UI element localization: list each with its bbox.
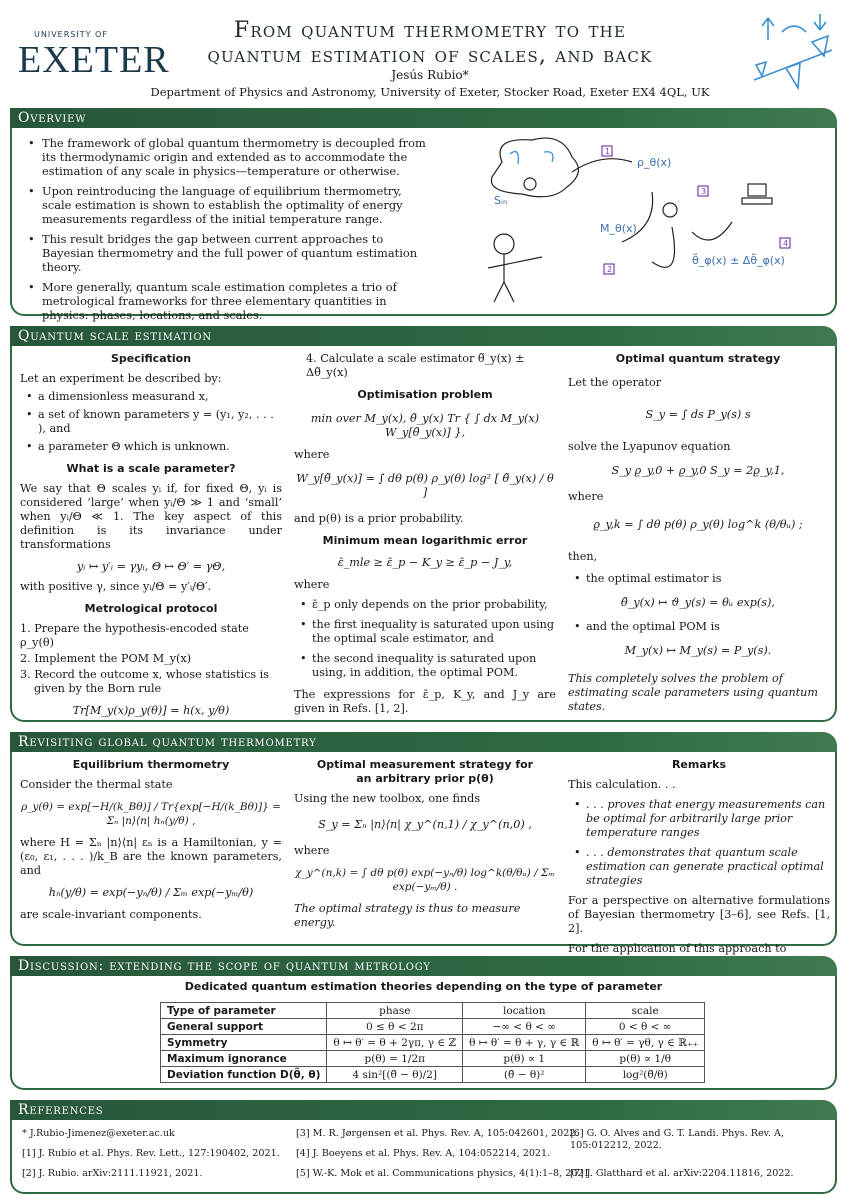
qse-col-strategy: [568, 352, 828, 714]
table-cell: θ ↦ θ′ = γθ, γ ∈ ℝ₊₊: [586, 1035, 705, 1051]
mmle-equation: ε̄_mle ≥ ε̄_p − K_y ≥ ε̄_p − J_y,: [337, 556, 513, 569]
remarks-intro: This calculation. . .: [568, 778, 676, 791]
scale-text: We say that Θ scales yᵢ if, for fixed Θ, yᵢ is considered ‘large’ when yᵢ/Θ ≫ 1 and ‘small’ when yᵢ/Θ ≪ 1. The key aspect of this definition is its invariance under transformations: [20, 482, 282, 551]
author: Jesús Rubio*: [391, 68, 469, 82]
table-header-row: [161, 1003, 705, 1019]
person-icon: [494, 234, 514, 254]
qse-heading: Quantum scale estimation: [10, 326, 837, 346]
oqs-title: Optimal quantum strategy: [615, 352, 781, 365]
remarks-title: Remarks: [671, 758, 727, 771]
protocol-step: 1. Prepare the hypothesis-encoded state ρ_y(θ): [20, 622, 249, 649]
remarks-perspective: For a perspective on alternative formulations of Bayesian thermometry [3–6], see Refs. [1, 2].: [568, 894, 830, 935]
h-equation: hₙ(y/θ) = exp(−yₙ/θ) / Σₘ exp(−yₘ/θ): [48, 886, 254, 899]
sketch-step-3: 3: [701, 187, 707, 196]
oqs-eq-1: S_y = ∫ ds P_y(s) s: [645, 408, 751, 421]
sketch-label-estimator: θ̃_φ(x) ± Δθ̃_φ(x): [692, 254, 785, 267]
rgqt-col-oms: [294, 758, 556, 930]
remarks-bullet: • . . . proves that energy measurements can be optimal for arbitrarily large prior temperature ranges: [568, 798, 830, 840]
overview-section: [10, 128, 837, 322]
table-header: scale: [586, 1003, 705, 1019]
title-line-2: quantum estimation of scales, and back: [207, 43, 653, 68]
affiliation: Department of Physics and Astronomy, University of Exeter, Stocker Road, Exeter EX4 4QL, UK: [150, 85, 710, 99]
oqs-final: This completely solves the problem of estimating scale parameters using quantum states.: [568, 672, 818, 713]
step-4: 4. Calculate a scale estimator θ̃_y(x) ± Δθ̃_y(x): [306, 352, 525, 379]
oqs-eq-2: S_y ϱ_y,0 + ϱ_y,0 S_y = 2ϱ_y,1,: [611, 464, 785, 477]
spec-bullet: • a dimensionless measurand x,: [20, 390, 282, 404]
sketch-step-4: 4: [783, 239, 789, 248]
protocol-step: 3. Record the outcome x, whose statistics is given by the Born rule: [20, 668, 269, 695]
eq-where: where H = Σₙ |n⟩⟨n| εₙ is a Hamiltonian, y = (ε₀, ε₁, . . . )/k_B are the known parameters, and: [20, 836, 282, 877]
sketch-label-sin: Sᵢₙ: [494, 194, 508, 207]
table-cell: 4 sin²[(θ̃ − θ)/2]: [327, 1067, 463, 1083]
scale-after: with positive γ, since yᵢ/Θ = y′ᵢ/Θ′.: [20, 580, 212, 593]
oms-where: where: [294, 844, 330, 857]
oms-eq-2: χ_y^(n,k) = ∫ dθ p(θ) exp(−yₙ/θ) log^k(θ/θᵤ) / Σₘ exp(−yₘ/θ) .: [295, 867, 555, 893]
table-cell: Deviation function D(θ̃, θ): [161, 1067, 327, 1083]
table-header: phase: [327, 1003, 463, 1019]
overview-bullet: • This result bridges the gap between current approaches to Bayesian thermometry and the full power of quantum estimation theory.: [20, 232, 430, 274]
table-cell: p(θ) ∝ 1: [463, 1051, 586, 1067]
oqs-intro: Let the operator: [568, 376, 662, 389]
born-rule-equation: Tr[M_y(x)ρ_y(θ)] = h(x, y/θ): [72, 704, 230, 717]
table-cell: General support: [161, 1019, 327, 1035]
table-cell: p(θ) ∝ 1/θ: [586, 1051, 705, 1067]
reference-item: [5] W.-K. Mok et al. Communications physics, 4(1):1–8, 2021.: [296, 1168, 593, 1179]
overview-bullet: • More generally, quantum scale estimation completes a trio of metrological frameworks for three elementary quantities in physics: phases, locations, and scales.: [20, 280, 430, 322]
qse-section: [10, 346, 837, 722]
mmle-bullet: • ε̄_p only depends on the prior probability,: [294, 598, 556, 612]
qse-col-spec: [20, 352, 282, 718]
oms-title-1: Optimal measurement strategy for: [316, 758, 534, 771]
overview-bullet: • The framework of global quantum thermometry is decoupled from its thermodynamic origin and extended as to accommodate the estimation of any scale in physics—temperature or otherwise.: [20, 136, 430, 178]
university-logo: EXETER: [18, 39, 170, 81]
then-text: then,: [568, 550, 598, 563]
table-cell: −∞ < θ < ∞: [463, 1019, 586, 1035]
w-equation: W_y[θ̃_y(x)] = ∫ dθ p(θ) ρ_y(θ) log² [ θ̃_y(x) / θ ]: [296, 472, 554, 499]
reference-item: [1] J. Rubio et al. Phys. Rev. Lett., 127:190402, 2021.: [22, 1148, 280, 1159]
reference-item: [4] J. Boeyens et al. Phys. Rev. A, 104:052214, 2021.: [296, 1148, 551, 1159]
scale-title: What is a scale parameter?: [66, 462, 236, 475]
opt-title: Optimisation problem: [357, 388, 493, 401]
reference-item: [2] J. Rubio. arXiv:2111.11921, 2021.: [22, 1168, 203, 1179]
references-section: [10, 1120, 837, 1194]
table-cell: (θ̃ − θ)²: [463, 1067, 586, 1083]
spec-bullet: • a parameter Θ which is unknown.: [20, 440, 282, 454]
oqs-bullet: • the optimal estimator is: [568, 572, 828, 586]
sketch-label-pom: M_θ(x): [600, 222, 637, 235]
table-row: [161, 1035, 705, 1051]
oms-eq-1: S_y = Σₙ |n⟩⟨n| χ_y^(n,1) / χ_y^(n,0) ,: [318, 818, 532, 831]
eq-title: Equilibrium thermometry: [72, 758, 230, 771]
protocol-title: Metrological protocol: [84, 602, 218, 615]
rgqt-section: [10, 752, 837, 955]
arrow-icon: [572, 159, 632, 172]
where-3: where: [568, 490, 604, 503]
table-cell: Maximum ignorance: [161, 1051, 327, 1067]
scale-equation: yᵢ ↦ y′ᵢ = γyᵢ, Θ ↦ Θ′ = γΘ,: [76, 560, 226, 573]
protocol-step: 2. Implement the POM M_y(x): [20, 652, 192, 665]
sketch-step-1: 1: [605, 147, 611, 156]
qse-col-opt: [294, 352, 556, 716]
remarks-bullet: • . . . demonstrates that quantum scale estimation can generate practical optimal strategies: [568, 846, 830, 888]
table-cell: 0 < θ < ∞: [586, 1019, 705, 1035]
oqs-eq-5: M_y(x) ↦ M_y(s) = P_y(s).: [624, 644, 772, 657]
workflow-sketch: [452, 132, 822, 308]
oqs-eq-3: ϱ_y,k = ∫ dθ p(θ) ρ_y(θ) log^k (θ/θᵤ) ;: [593, 518, 803, 531]
table-row: [161, 1067, 705, 1083]
table-row: [161, 1051, 705, 1067]
oms-final: The optimal strategy is thus to measure energy.: [294, 902, 521, 929]
table-header: Type of parameter: [161, 1003, 327, 1019]
rgqt-col-eq: [20, 758, 282, 922]
seesaw-sketch-icon: [748, 10, 838, 100]
table-cell: 0 ≤ θ < 2π: [327, 1019, 463, 1035]
oqs-solve: solve the Lyapunov equation: [568, 440, 731, 453]
rgqt-col-remarks: [568, 758, 830, 984]
reference-item: [6] G. O. Alves and G. T. Landi. Phys. Rev. A, 105:012212, 2022.: [570, 1128, 785, 1151]
table-row: [161, 1019, 705, 1035]
remarks-app-a: For the application of this approach to: [568, 942, 787, 955]
sketch-label-rho: ρ_θ(x): [637, 156, 672, 169]
overview-bullets: [20, 136, 430, 322]
eq-intro: Consider the thermal state: [20, 778, 173, 791]
oqs-eq-4: θ̃_y(x) ↦ ϑ_y(s) = θᵤ exp(s),: [621, 596, 775, 609]
table-cell: Symmetry: [161, 1035, 327, 1051]
references-heading: References: [10, 1100, 837, 1120]
sketch-step-2: 2: [607, 265, 613, 274]
title-line-1: From quantum thermometry to the: [233, 18, 627, 43]
oms-intro: Using the new toolbox, one finds: [294, 792, 481, 805]
where-2: where: [294, 578, 330, 591]
logo-university-of: UNIVERSITY OF: [34, 30, 108, 39]
thermal-state-equation: ρ_y(θ) = exp[−H/(k_Bθ)] / Tr{exp[−H/(k_Bθ)]} = Σₙ |n⟩⟨n| hₙ(y/θ) ,: [21, 801, 281, 827]
reference-item: [7] J. Glatthard et al. arXiv:2204.11816, 2022.: [570, 1168, 794, 1179]
rgqt-heading: Revisiting global quantum thermometry: [10, 732, 837, 752]
where-1: where: [294, 448, 330, 461]
mmle-bullet: • the first inequality is saturated upon using the optimal scale estimator, and: [294, 618, 556, 646]
mmle-title: Minimum mean logarithmic error: [322, 534, 528, 547]
table-header: location: [463, 1003, 586, 1019]
discussion-heading: Discussion: extending the scope of quantum metrology: [10, 956, 837, 976]
eq-after: are scale-invariant components.: [20, 908, 202, 921]
spec-intro: Let an experiment be described by:: [20, 372, 222, 385]
theories-table: [160, 1002, 705, 1083]
contact-email[interactable]: * J.Rubio-Jimenez@exeter.ac.uk: [22, 1128, 175, 1139]
spec-title: Specification: [110, 352, 192, 365]
poster-title: [150, 18, 710, 68]
spec-bullet: • a set of known parameters y = (y₁, y₂, . . . ), and: [20, 408, 282, 436]
table-cell: log²(θ̃/θ): [586, 1067, 705, 1083]
oms-title-2: an arbitrary prior p(θ): [356, 772, 494, 785]
discussion-subtitle: Dedicated quantum estimation theories depending on the type of parameter: [184, 980, 663, 993]
table-cell: θ ↦ θ′ = θ + γ, γ ∈ ℝ: [463, 1035, 586, 1051]
expr-text: The expressions for ε̄_p, K_y, and J_y are given in Refs. [1, 2].: [294, 688, 556, 715]
mmle-bullet: • the second inequality is saturated upon using, in addition, the optimal POM.: [294, 652, 556, 680]
reference-item: [3] M. R. Jørgensen et al. Phys. Rev. A, 105:042601, 2022.: [296, 1128, 579, 1139]
prior-text: and p(θ) is a prior probability.: [294, 512, 464, 525]
table-cell: θ ↦ θ′ = θ + 2γπ, γ ∈ ℤ: [327, 1035, 463, 1051]
oqs-bullet: • and the optimal POM is: [568, 620, 828, 634]
computer-icon: [748, 184, 766, 196]
table-cell: p(θ) = 1/2π: [327, 1051, 463, 1067]
overview-bullet: • Upon reintroducing the language of equilibrium thermometry, scale estimation is shown to establish the optimality of energy measurements regardless of the initial temperature range.: [20, 184, 430, 226]
opt-equation: min over M_y(x), θ̃_y(x) Tr { ∫ dx M_y(x) W_y[θ̃_y(x)] },: [310, 412, 540, 439]
overview-heading: Overview: [10, 108, 837, 128]
discussion-section: [10, 976, 837, 1090]
